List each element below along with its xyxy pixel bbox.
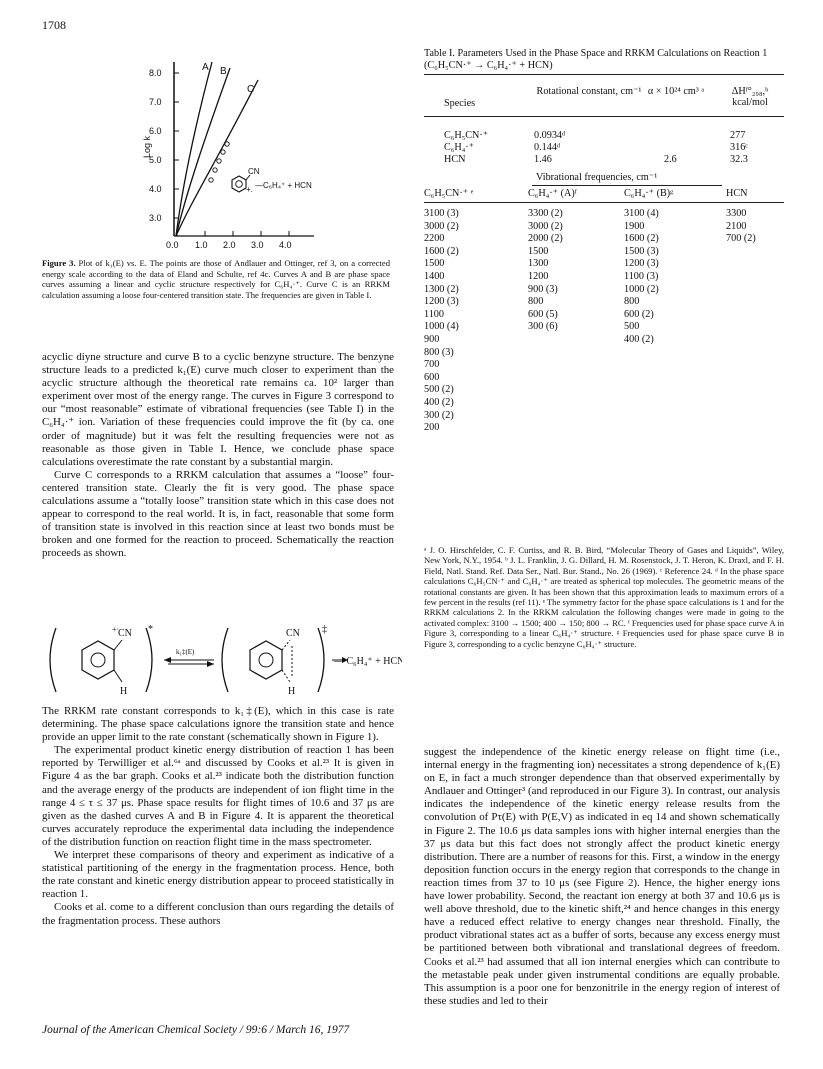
figure-caption-text: Plot of k₁(E) vs. E. The points are those of Andlauer and Ottinger, ref 3, on a corrected energy scale according to the data of Eland and Schulte, ref 4c. Curves A and B are phase space curves assuming a linear and cyclic structure respectively for C₆H₄·⁺. Curve C is an RRKM calculation assuming a loose four-centered transition state. The frequencies are given in Table I. (42, 258, 390, 300)
table-cell: C₆H₅CN·⁺ (444, 130, 489, 141)
data-points (209, 142, 229, 182)
table-column-1 (424, 208, 459, 435)
scheme-left-cn: CN (118, 628, 132, 639)
curve-a (176, 62, 212, 236)
table-column-4 (726, 208, 756, 246)
table-cell: C₆H₄·⁺ (444, 142, 475, 153)
table-cell: HCN (444, 154, 466, 165)
paragraph: We interpret these comparisons of theory and experiment as indicative of a statistical partitioning of the energy in the fragmentation process. Hence, both the rate constant and kinetic energy distribution appear to proceed statistically in reaction 1. (42, 849, 394, 901)
table-cell: 3300 (2) (528, 208, 563, 219)
table-cell: 2000 (2) (528, 233, 563, 245)
table-cell: 600 (2) (624, 308, 654, 320)
scheme-right-h: H (288, 686, 296, 697)
curve-b (176, 68, 230, 236)
curve-b-label: B (220, 66, 227, 77)
table-cell: 400 (2) (624, 333, 654, 345)
scheme-arrow-label: k₁‡(E) (176, 648, 195, 656)
table-cell: 600 (5) (528, 308, 558, 320)
right-column-text (424, 746, 780, 1008)
table-cell: 1600 (2) (424, 245, 459, 257)
scheme-right-dagger: ‡ (322, 624, 327, 635)
paragraph: The experimental product kinetic energy distribution of reaction 1 has been reported by Terwilliger et al.⁶ᵃ and discussed by Cooks et al.²³ It is given in Figure 4 as the bar graph. Cooks et al.²³ indicate both the distribution function and the average energy of the products are independent of ion flight time in the range 4 ≤ τ ≤ 37 μs. Phase space results for flight times of 10.6 and 37 μs are given as the dashed curves A and B in Figure 4. It is apparent the theoretical curves accurately reproduce the experimental data including the independence of the distribution function on reaction flight time in the mass spectrometer. (42, 744, 394, 848)
y-tick-label: 3.0 (149, 213, 162, 223)
table-cell: 1200 (3) (424, 296, 459, 308)
table-header: HCN (726, 188, 748, 199)
table-cell: 1500 (424, 258, 445, 270)
plus-label: +. (246, 185, 253, 194)
journal-footer: Journal of the American Chemical Society / 99:6 / March 16, 1977 (42, 1024, 350, 1036)
x-tick-label: 0.0 (166, 240, 179, 250)
table-column-2 (528, 208, 563, 334)
table-cell: 500 (624, 321, 640, 333)
reaction-inset (232, 167, 312, 194)
table-cell: 1.46 (534, 154, 552, 165)
table-cell: 1100 (3) (624, 270, 659, 282)
table-cell: 1000 (2) (624, 283, 659, 295)
table-header: C₆H₅CN·⁺ ᵉ (424, 188, 474, 199)
table-cell: 3100 (4) (624, 208, 659, 219)
table-caption: Table I. Parameters Used in the Phase Space and RRKM Calculations on Reaction 1 (C₆H₅CN·⁺ → C₆H₄·⁺ + HCN) (424, 48, 768, 71)
x-tick-label: 1.0 (195, 240, 208, 250)
table-cell: 500 (2) (424, 384, 454, 396)
table-cell: 3300 (726, 208, 747, 219)
y-axis-label: Log k (142, 135, 152, 158)
table-header: ΔHᶠ°₂₉₈,ᵇ kcal/mol (731, 86, 769, 108)
table-cell: 0.0934ᵈ (534, 130, 566, 141)
table-cell: 1200 (3) (624, 258, 659, 270)
table-header: C₆H₄·⁺ (A)ᶠ (528, 188, 577, 199)
table-cell: 800 (624, 296, 640, 308)
x-axis-label (202, 254, 245, 255)
table-cell: 2100 (726, 220, 747, 232)
left-column-text-1 (42, 351, 394, 561)
table-cell: 2.6 (664, 154, 677, 165)
table-cell: 316ᶜ (730, 142, 748, 153)
table-column-3 (624, 208, 659, 347)
scheme-left-plus: +· (112, 625, 120, 634)
cn-label: CN (248, 167, 260, 176)
table-cell: 1200 (528, 270, 549, 282)
table-cell: 1500 (528, 245, 549, 257)
table-cell: 800 (3) (424, 346, 454, 358)
x-ticks (177, 231, 289, 236)
table-cell: 3000 (2) (424, 220, 459, 232)
table-cell: 0.144ᵈ (534, 142, 561, 153)
y-tick-label: 7.0 (149, 97, 162, 107)
scheme-products: — C₆H₄⁺ + HCN (334, 656, 402, 667)
paragraph: acyclic diyne structure and curve B to a cyclic benzyne structure. The benzyne structure leads to a predicted k₁(E) curve much closer to experiment than the acyclic structure although the theoretical rate remains ca. 10² larger than experiment over most of the energy range. The curves in Figure 3 correspond to our “most reasonable” estimate of vibrational frequencies (see Table I) in the C₆H₄·⁺ ion. Variation of these frequencies could improve the fit (by ca. one order of magnitude) but it was felt the resulting frequencies were not as reasonable as those given in Table I. Hence, we conclude phase space calculations overestimate the rate constant by a substantial margin. (42, 351, 394, 468)
paragraph: Curve C corresponds to a RRKM calculation that assumes a “loose” four-centered transition state. Clearly the fit is very good. The phase space calculations assume a “totally loose” transition state which in this case does not appear to correspond to the real world. It is, in fact, reasonable that some form of transition state is involved in this reaction since at least two bonds must be broken and one formed for the reaction to proceed. Schematically the reaction proceeds as shown. (42, 468, 394, 560)
reaction-scheme (42, 620, 402, 702)
table-cell: 1300 (528, 258, 549, 270)
y-tick-label: 4.0 (149, 184, 162, 194)
x-tick-label: 4.0 (279, 240, 292, 250)
table-cell: 1600 (2) (624, 233, 659, 245)
scheme-left-star: * (148, 624, 153, 635)
paragraph: Cooks et al. come to a different conclusion than ours regarding the details of the fragmentation process. These authors (42, 901, 394, 927)
table-cell: 1900 (624, 220, 645, 232)
table-cell: 900 (3) (528, 283, 558, 295)
table-cell: 900 (424, 333, 440, 345)
y-tick-label: 8.0 (149, 68, 162, 78)
reaction-scheme-drawing (42, 620, 402, 702)
y-tick-label: 5.0 (149, 155, 162, 165)
benzene-ring-icon (82, 641, 114, 679)
paragraph: suggest the independence of the kinetic energy release on flight time (i.e., internal energy in the fragmenting ion) necessitates a strong dependence of k₁(E) on E, in fact a much stronger dependence than that observed experimentally by Andlauer and Ottinger³ (and reproduced in our Figure 3). In contrast, our analysis indicates the independence of the kinetic energy release results from the convolution of Pτ(E) with P(E,V) as indicated in eq 14 and shown schematically in Figure 2. The 10.6 μs data samples ions with higher internal energies than the 37 μs data but this fact does not strongly affect the product kinetic energy distribution. There are a number of reasons for this. First, a window in the energy deposition function occurs in the energy region that corresponds to the change in reaction times from 37 to 10 μs (see Figure 2). Hence, the higher energy ions have lower probability. Second, the reactant ion energy at both 37 and 10.6 μs is well above threshold, due to the kinetic shift,²⁴ and hence changes in this energy have a reduced effect relative to energy changes near threshold. Finally, the product vibrational states act as a buffer of sorts, because any excess energy must be partitioned between both vibrational and translational degrees of freedom. Cooks et al.²³ had assumed that all ion internal energies which can contribute to the metastable peak under given instrumental conditions are equally probable. This assumption is a poor one for benzonitrile in the energy region of interest of these studies and led to their (424, 746, 780, 1007)
reaction-label: —C₆H₄⁺ + HCN (255, 181, 312, 190)
y-tick-label: 6.0 (149, 126, 162, 136)
table-cell: 300 (6) (528, 321, 558, 333)
scheme-right-cn: CN (286, 628, 300, 639)
table-header: Rotational constant, cm⁻¹ (536, 86, 642, 97)
x-tick-label: 2.0 (223, 240, 236, 250)
table-cell: 1000 (4) (424, 321, 459, 333)
table-cell: 277 (730, 130, 746, 141)
table-cell: 3100 (3) (424, 208, 459, 219)
table-cell: 1500 (3) (624, 245, 659, 257)
table-cell: 400 (2) (424, 396, 454, 408)
table-cell: 1300 (2) (424, 283, 459, 295)
table-cell: 700 (2) (726, 233, 756, 245)
left-column-text-2 (42, 705, 394, 928)
table-cell: 800 (528, 296, 544, 308)
benzene-ring-icon (232, 176, 246, 192)
page-number: 1708 (42, 18, 66, 32)
table-header: Species (444, 98, 476, 109)
benzene-ring-icon (250, 641, 282, 679)
table-header: C₆H₄·⁺ (B)ᵍ (624, 188, 674, 199)
x-tick-label: 3.0 (251, 240, 264, 250)
figure-caption (42, 258, 390, 300)
table-cell: 1400 (424, 270, 445, 282)
table-cell: 200 (424, 422, 440, 434)
curve-a-label: A (202, 62, 209, 73)
figure-3-plot (42, 40, 402, 255)
table-header: α × 10²⁴ cm³ ᵃ (647, 86, 705, 97)
table-cell: 600 (424, 371, 440, 383)
table-footnotes: ᵃ J. O. Hirschfelder, C. F. Curtiss, and R. B. Bird, “Molecular Theory of Gases and Liquids”, Wiley, New York, N.Y., 1954. ᵇ J. L. Franklin, J. G. Dillard, H. M. Rosenstock, J. T. Heron, K. Draxl, and F. H. Field, Natl. Stand. Ref. Data Ser., Natl. Bur. Stand., No. 26 (1969). ᶜ Reference 24. ᵈ In the phase space calculations C₆H₅CN·⁺ and C₆H₄·⁺ are treated as spherical top molecules. The geometric means of the rotational constants are given. It has been shown that this approximation leads to maximum errors of a few percent in the results (ref 11). ᵉ The symmetry factor for the phase space calculations is 1 and for the RRKM calculations 2. In the RRKM calculation the following changes were made in going to the activated complex: 3100 → 1500; 400 → 150; 800 → RC. ᶠ Frequencies used for phase space curve A in Figure 3, corresponding to a linear C₆H₄·⁺ structure. ᵍ Frequencies used for phase space curve B in Figure 3, corresponding to a cyclic benzyne C₆H₄·⁺ structure. (424, 545, 784, 649)
table-subheader: Vibrational frequencies, cm⁻¹ (536, 172, 658, 183)
table-cell: 1100 (424, 308, 444, 320)
figure-3 (42, 40, 402, 255)
table-cell: 2200 (424, 233, 445, 245)
scheme-left-h: H (120, 686, 128, 697)
paragraph: The RRKM rate constant corresponds to k₁‡(E), which in this case is rate determining. The phase space calculations ignore the transition state and hence provide an upper limit to the rate constant (schematically shown in Figure 1). (42, 705, 394, 744)
table-cell: 32.3 (730, 154, 748, 165)
table-cell: 700 (424, 359, 440, 371)
curve-c-label: C (247, 84, 255, 95)
table-1 (424, 74, 784, 524)
figure-caption-label: Figure 3. (42, 258, 76, 268)
table-cell: 300 (2) (424, 409, 454, 421)
table-cell: 3000 (2) (528, 220, 563, 232)
